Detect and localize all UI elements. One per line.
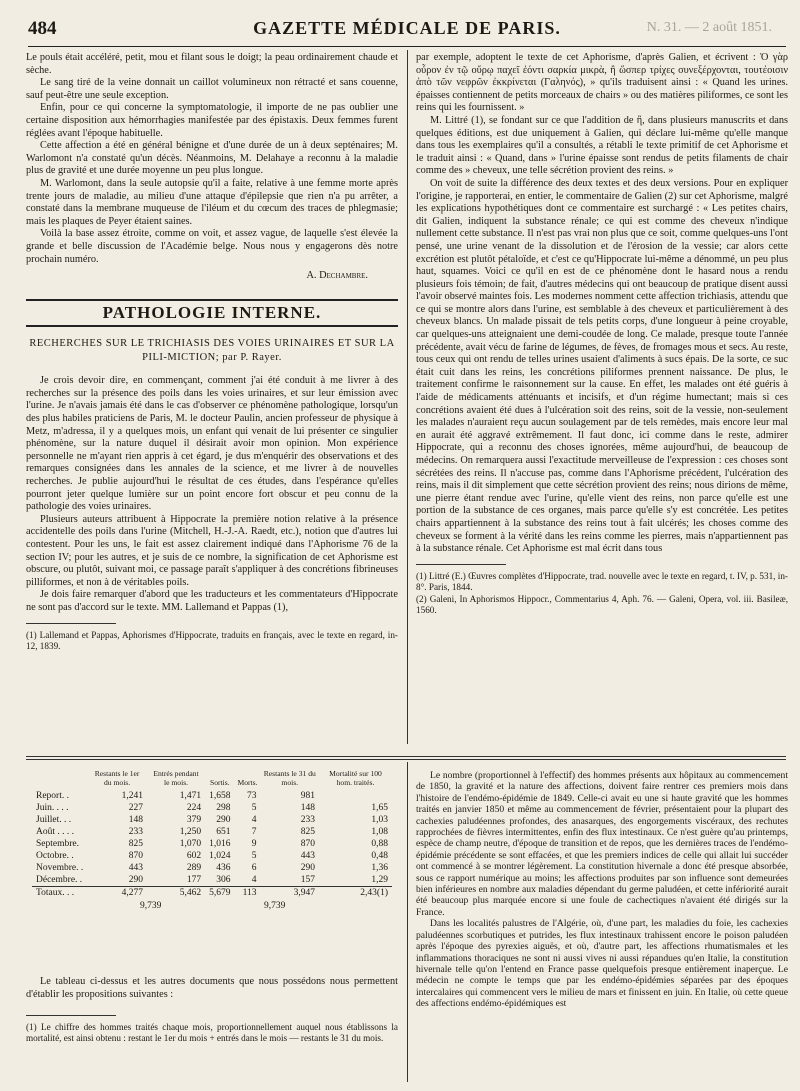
column-divider [407, 762, 408, 1082]
column-header: Restants le 1er du mois. [94, 769, 140, 787]
table-cell: 651 [216, 827, 231, 838]
sum-left: 9,739 [140, 901, 162, 912]
table-cell: 0,48 [371, 851, 388, 862]
table-row [32, 790, 392, 802]
footnote-rule [26, 1015, 116, 1016]
row-label: Juin. . . . [36, 803, 69, 814]
table-cell: 870 [128, 851, 143, 862]
horizontal-rule [26, 759, 786, 760]
page-number: 484 [28, 18, 57, 39]
table-cell: 73 [247, 791, 257, 802]
table-commentary [26, 976, 398, 1045]
left-column [26, 52, 398, 652]
table-cell: 1,250 [179, 827, 202, 838]
table-cell: 602 [186, 851, 202, 862]
table-cell: 870 [300, 839, 315, 850]
column-header: Entrés pendant le mois. [153, 769, 199, 787]
footnote: (1) Lallemand et Pappas, Aphorismes d'Hippocrate, traduits en français, avec le texte en regard, in-12, 1839. [26, 629, 398, 651]
table-row [32, 850, 392, 862]
page-header [28, 16, 786, 47]
table-cell: 1,241 [121, 791, 143, 802]
paragraph: Plusieurs auteurs attribuent à Hippocrate la première notion relative à la présence accidentelle des poils dans l'urine (Mitchell, H.-J.-A. Raedt, etc.), notion que d'autres lui contestent. Pour les uns, le fait est assez clairement indiqué dans l'Aphorisme 76 de la section IV; pour les autres, et je suis de ce nombre, la signification de cet Aphorisme est obscure, ou plutôt, suivant moi, ce passage paraît s'appliquer à des concrétions fibrineuses pilliformes, et non à de véritables poils. [26, 513, 398, 588]
table-cell: 0,88 [371, 839, 388, 850]
row-label: Décembre. . [36, 875, 83, 886]
table-cell: 5 [251, 851, 257, 862]
column-header: Mortalité sur 100 hom. traités. [329, 769, 382, 787]
row-label: Septembre. [36, 839, 80, 850]
horizontal-rule [26, 756, 786, 757]
footnote: (1) Littré (E.) Œuvres complètes d'Hippocrate, trad. nouvelle avec le texte en regard, t. IV, p. 531, in-8°. Paris, 1844. [416, 570, 788, 592]
statistics-table [32, 770, 392, 899]
table-cell: 148 [128, 815, 143, 826]
sum-right: 9,739 [264, 901, 286, 912]
footnote-rule [26, 623, 116, 624]
section-header [26, 299, 398, 328]
paragraph: Le sang tiré de la veine donnait un caillot volumineux non rétracté et sans couenne, sauf peut-être une seule exception. [26, 77, 398, 101]
section-title: PATHOLOGIE INTERNE. [102, 302, 322, 322]
table-cell: 306 [216, 875, 231, 886]
table-cell: 443 [128, 863, 143, 874]
table-cell: 379 [186, 815, 202, 826]
table-cell: 6 [251, 863, 257, 874]
table-cell: 1,08 [371, 827, 388, 838]
table-cell: 224 [186, 803, 202, 814]
table-row [32, 814, 392, 826]
row-label: Août . . . . [36, 827, 74, 838]
table-cell: 1,29 [371, 875, 388, 886]
table-cell: 290 [300, 863, 315, 874]
table-cell: 4 [251, 875, 257, 886]
table-cell: 2,43(1) [319, 887, 392, 900]
table-totals-row [32, 887, 392, 900]
column-header: Sortis. [209, 777, 230, 787]
statistics-table-block [32, 770, 392, 915]
table-cell: 436 [216, 863, 231, 874]
table-cell: 1,070 [179, 839, 202, 850]
table-header-row [32, 770, 392, 790]
row-label: Totaux. . . [32, 887, 87, 900]
table-cell: 5,462 [147, 887, 205, 900]
paragraph: On voit de suite la différence des deux textes et des deux versions. Pour en expliquer l'origine, je rapporterai, en entier, le commentaire de Galien (2) sur cet Aphorisme, malgré les explications hypothétiques dont ce commentaire est surchargé : « Les petites chairs, dit Galien, indiquent la substance rénale; ce qui est comme des cheveux n'indique nullement cette substance. Il n'est pas vrai non plus que ce soit, comme quelques-uns l'ont pensé, une urine venant de la dissolution et de l'érosion de la vessie; car alors cette excrétion est plutôt pétaloïde, et c'est ce qu'Hippocrate lui-même a dénommé, un peu plus haut, squames. Voici ce qu'il en est de ce phénomène dont le hasard nous a rendu plusieurs fois témoin; de fait, d'autres médecins qui ont beaucoup de pratique disent aussi l'avoir observé maintes fois. Les modernes nomment cette affection trichiasis, attendu que ce qui se montre alors dans l'urine, est semblable à des cheveux et particulièrement à des cheveux blancs. Un malade pissait de tels petits corps, d'une longueur à peine croyable, car quelques-uns atteignaient une demi-coudée de long. Ce malade, presque toute l'année précédente, avait vécu de farine de légumes, de fèves, de fromages mous et secs. Au reste, tous ceux qui ont rendu de telles urines usaient d'aliments à sucs épais. De la sorte, ce suc était cuit dans les reins, les concrétions piliformes prennent naissance. De plus, le traitement confirme le raisonnement sur la cause. En effet, les malades ont été guéris à l'aide de médicaments atténuants et incisifs, et d'un régime humectant; mais si ces concrétions avaient été dues à l'ulcération soit des reins, soit de la vessie, non-seulement les malades n'auraient reçu aucun soulagement par de tels remèdes, mais encore leur mal en aurait été aggravé extrêmement. Il faut donc, ici comme dans le reste, admirer Hippocrate, qui a reconnu des choses ignorées, même aujourd'hui, de beaucoup de médecins. On remarquera aussi l'exactitude merveilleuse de l'expression : ces choses sont sécrétées des reins. Il n'accuse pas, comme dans l'Aphorisme précédent, l'ulcération des reins, mais il dit simplement que cette sécrétion provient des reins; nous dirions de même, une pierre étant rendue avec l'urine, qu'elle vient des reins, non parce qu'elle est une portion de la substance de ces organes, mais parce qu'elle s'y est concrétée. Les petites chairs appartiennent à la substance des reins tout à fait ulcérés; les choses comme des cheveux se forment à la vérité dans les reins comme les pierres, mais n'appartiennent pas à la substance rénale. Cet Aphorisme est mal écrit dans tous [416, 177, 788, 555]
paragraph: Cette affection a été en général bénigne et d'une durée de un à deux septénaires; M. Warlomont n'a constaté qu'un décès. Néanmoins, M. Delahaye a reconnu à la maladie plus de gravité et une durée moyenne un peu plus longue. [26, 140, 398, 177]
table-cell: 1,024 [209, 851, 231, 862]
column-header [32, 770, 87, 790]
table-row [32, 874, 392, 887]
table-cell: 1,016 [209, 839, 231, 850]
footnote-rule [416, 564, 506, 565]
right-column [416, 52, 788, 617]
table-cell: 4,277 [87, 887, 147, 900]
table-cell: 5,679 [205, 887, 234, 900]
table-cell: 4 [251, 815, 257, 826]
table-cell: 1,03 [371, 815, 388, 826]
table-cell: 290 [128, 875, 143, 886]
table-cell: 1,658 [209, 791, 231, 802]
paragraph: Enfin, pour ce qui concerne la symptomatologie, il importe de ne pas oublier une certaine disposition aux hémorrhagies manifestée par des épistaxis. Deux femmes furent réglées avant l'époque habituelle. [26, 102, 398, 139]
row-label: Novembre. . [36, 863, 84, 874]
table-cell: 233 [128, 827, 143, 838]
table-cell: 7 [251, 827, 257, 838]
paragraph: par exemple, adoptent le texte de cet Aphorisme, d'après Galien, et écrivent : Ὁ γὰρ οὖρον ἐν τῷ οὔρῳ παχεῖ ἐόντι σαρκία μικρὰ, ἢ ὥσπερ τρίχες συνεξέρχονται, τουτέοισιν ἀπὸ τῶν νεφρῶν ἐκκρίνεται (Γαληνός), » qu'ils traduisent ainsi : « Quand les urines. épaisses contiennent de petits morceaux de chairs » ou des matières piliformes, ce sont les reins qui les fournissent. » [416, 52, 788, 114]
table-cell: 825 [128, 839, 143, 850]
table-row [32, 826, 392, 838]
paragraph: Je dois faire remarquer d'abord que les traducteurs et les commentateurs d'Hippocrate ne sont pas d'accord sur le texte. MM. Lallemand et Pappas (1), [26, 589, 398, 613]
table-cell [319, 790, 392, 802]
paragraph: M. Warlomont, dans la seule autopsie qu'il a faite, relative à une femme morte après trente jours de maladie, au milieu d'une attaque d'épilepsie que rien n'a pu arrêter, a constaté dans la membrane muqueuse de l'iléum et du cœcum des traces de phlegmasie; mais les plaques de Peyer étaient saines. [26, 177, 398, 227]
paragraph: Le pouls était accéléré, petit, mou et filant sous le doigt; la peau ordinairement chaude et sèche. [26, 52, 398, 76]
paragraph: Le nombre (proportionnel à l'effectif) des hommes présents aux hôpitaux au commencement de 1850, la gravité et la nature des affections, doivent faire rentrer ces premiers mois dans l'histoire de l'endémo-épidémie de 1849. Celle-ci avait eu une si haute gravité que les hommes traités en janvier 1850 et même au commencement de février, présentaient pour la plupart des cachexies paludéennes profondes, des anasarques, des engorgements viscéraux, des rechutes rapprochées de fièvres intermittentes, enfin des flux intestinaux. Ce n'est guère qu'au printemps, espèce de champ neutre, d'époque de transition et de repos, que les dernières traces de l'endémo-épidémie précédente se sont effacées, et que les premiers indices de celle qui allait lui succéder ont commencé à se montrer légèrement. La constitution hivernale a donc été presque absorbée, sous ce rapport numérique au moins; les affections produites par son influence sont demeurées bien inférieures en nombre aux maladies dépendant du germe paludéen, et cette infériorité aurait été beaucoup plus marquée encore si une foule de cachectiques n'avaient été dirigés sur la France. [416, 770, 788, 918]
column-header: Morts. [237, 777, 258, 787]
table-cell: 443 [300, 851, 315, 862]
row-label: Octobre. . [36, 851, 74, 862]
column-divider [407, 50, 408, 744]
table-cell: 5 [251, 803, 257, 814]
table-cell: 233 [300, 815, 315, 826]
table-row [32, 802, 392, 814]
paragraph: Voilà la base assez étroite, comme on voit, et assez vague, de laquelle s'est élevée la grande et belle discussion de l'Académie belge. Nous nous y engagerons dès notre prochain numéro. [26, 228, 398, 265]
footnote: (2) Galeni, In Aphorismos Hippocr., Commentarius 4, Aph. 76. — Galeni, Opera, vol. iii. Basileæ, 1560. [416, 594, 788, 616]
table-cell: 148 [300, 803, 315, 814]
table-cell: 157 [300, 875, 315, 886]
table-cell: 1,471 [179, 791, 202, 802]
table-cell: 298 [216, 803, 231, 814]
paragraph: Le tableau ci-dessus et les autres documents que nous possédons nous permettent d'établir les propositions suivantes : [26, 976, 398, 1000]
paragraph: Je crois devoir dire, en commençant, comment j'ai été conduit à me livrer à des recherches sur la présence des poils dans les voies urinaires, et sur leur émission avec l'urine. Je n'avais jamais été dans le cas d'observer ce phénomène pathologique, lorsqu'un des plus habiles praticiens de Paris, M. le docteur Paulin, ancien professeur de physique à Metz, m'adressa, il y a quelques mois, un enfant qui venait de lui présenter ce singulier phénomène, sur la nature duquel il désirait avoir mon opinion. Mon expérience personnelle ne m'ayant rien appris à cet égard, je dus m'enquérir des observations et des remarques consignées dans les annales de la science, et me livrer à de nouvelles recherches. Je publie aujourd'hui le résultat de ces études, dans l'espérance qu'elles pourront jeter quelque lumière sur un point encore fort obscur et peu connu de la pathologie des voies urinaires. [26, 375, 398, 513]
journal-title: GAZETTE MÉDICALE DE PARIS. [253, 18, 561, 38]
table-cell: 113 [234, 887, 260, 900]
table-cell: 177 [186, 875, 202, 886]
bleed-through-text: N. 31. — 2 août 1851. [646, 20, 772, 35]
row-label: Juillet. . . [36, 815, 72, 826]
table-sums [32, 899, 392, 915]
table-cell: 1,36 [371, 863, 388, 874]
paragraph: M. Littré (1), se fondant sur ce que l'addition de ἢ, dans plusieurs manuscrits et dans quelques éditions, est due uniquement à Galien, qui déclare lui-même qu'elle manque dans tous les exemplaires qu'il a consultés, a rétabli le texte primitif de cet Aphorisme et le traduit ainsi : « Quand, dans » l'urine épaisse sont rendus de petits filaments de chair comme des » cheveux, une telle sécrétion provient des reins. » [416, 114, 788, 177]
table-cell: 3,947 [261, 887, 319, 900]
bottom-right-column [416, 770, 788, 1010]
article-title: RECHERCHES SUR LE TRICHIASIS DES VOIES URINAIRES ET SUR LA PILI-MICTION; par P. Rayer. [29, 338, 395, 364]
table-row [32, 838, 392, 850]
table-cell: 9 [251, 839, 257, 850]
table-row [32, 862, 392, 874]
row-label: Report. . [36, 791, 69, 802]
footnote: (1) Le chiffre des hommes traités chaque mois, proportionnellement auquel nous établissons la mortalité, est ainsi obtenu : restant le 1er du mois + entrés dans le mois — restants le 31 du mois. [26, 1022, 398, 1044]
column-header: Restants le 31 du mois. [263, 769, 316, 787]
table-cell: 981 [300, 791, 315, 802]
table-cell: 825 [300, 827, 315, 838]
paragraph: Dans les localités palustres de l'Algérie, où, d'une part, les maladies du foie, les cachexies paludéennes scorbutiques et putrides, les flux intestinaux trahissent encore le poison paludéen après l'époque des pyrexies aiguës, et où, d'autre part, les affections rhumatismales et les inflammations thoraciques ne sont ni aussi vives ni aussi répandues qu'en Italie, la constitution hivernale telle qu'on l'entend en France passe quelquefois presque entièrement inaperçue. Le médecin ne compte le temps que par les endémo-épidémies séparées par des époques intercalaires qui commencent vers le milieu de mars et finissent en juin. En Italie, où cette queue des affections endémo-épidémiques est [416, 918, 788, 1010]
author-signature: A. Dechambre. [306, 270, 368, 282]
table-cell: 289 [186, 863, 202, 874]
table-cell: 227 [128, 803, 143, 814]
table-cell: 290 [216, 815, 231, 826]
table-cell: 1,65 [371, 803, 388, 814]
